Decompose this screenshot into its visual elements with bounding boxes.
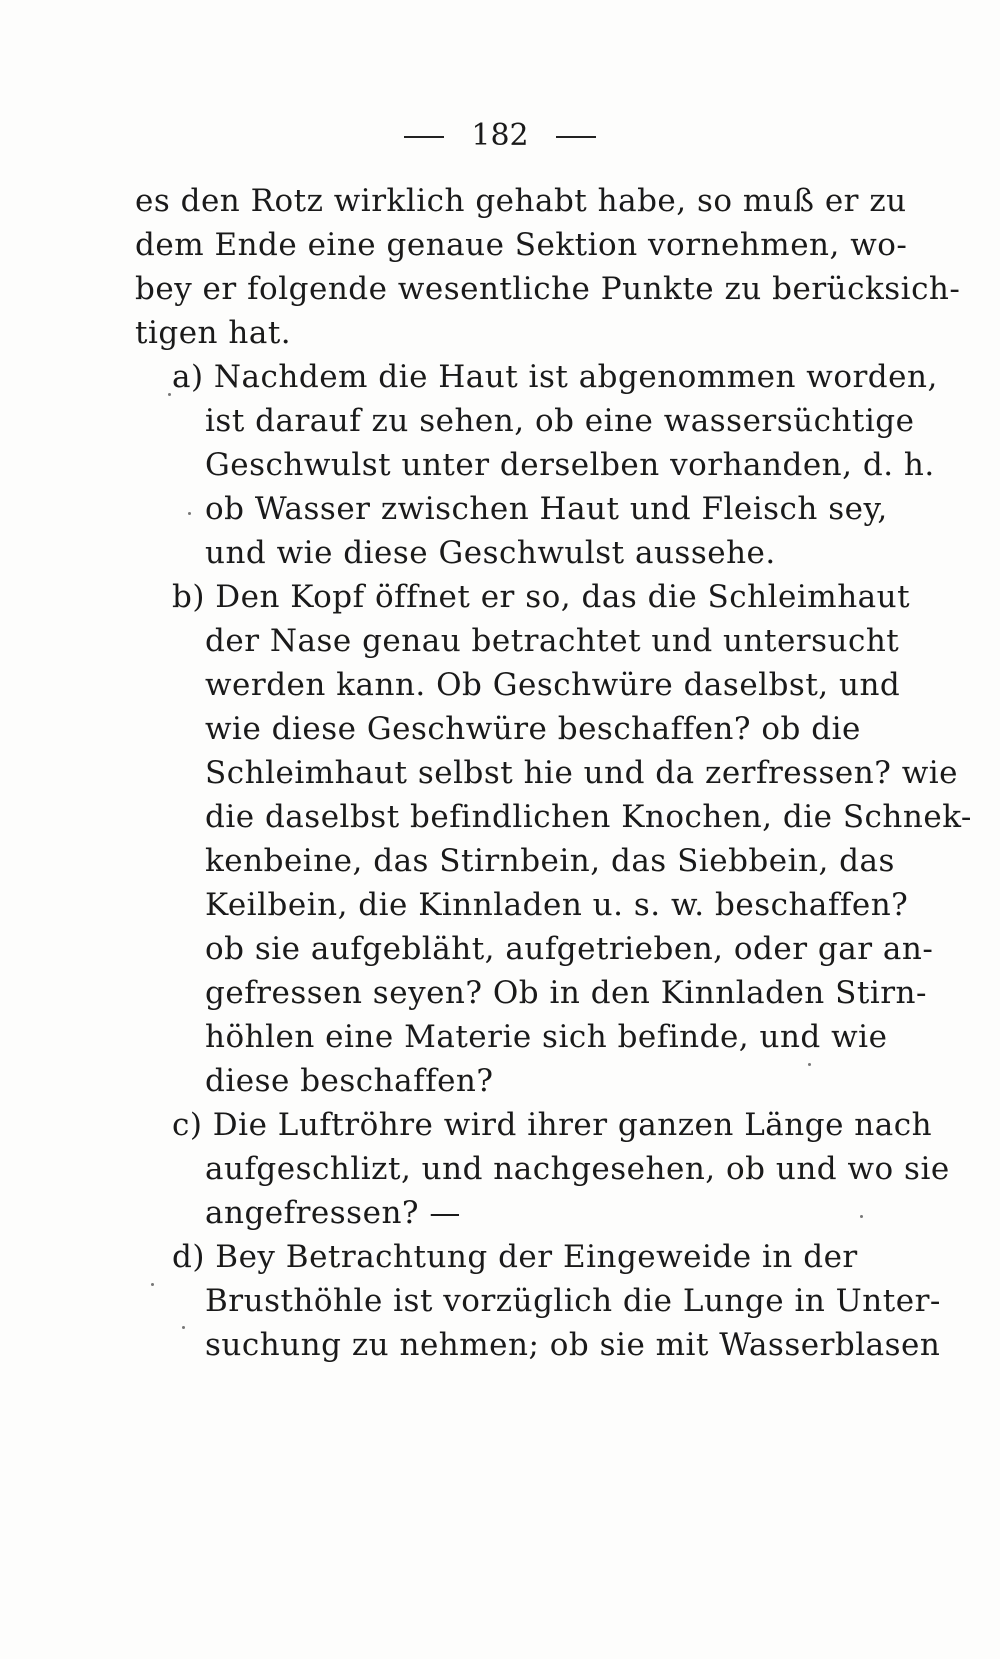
item-c-line: c) Die Luftröhre wird ihrer ganzen Länge nach bbox=[172, 1107, 933, 1143]
item-b-line: der Nase genau betrachtet und untersucht bbox=[205, 623, 900, 659]
item-b-line: wie diese Geschwüre beschaffen? ob die bbox=[205, 711, 861, 747]
item-b-line: kenbeine, das Stirnbein, das Siebbein, das bbox=[205, 843, 895, 879]
item-a-line: ist darauf zu sehen, ob eine wassersüchtige bbox=[205, 403, 915, 439]
item-b-line: Schleimhaut selbst hie und da zerfressen? wie bbox=[205, 755, 959, 791]
intro-line: bey er folgende wesentliche Punkte zu berücksich- bbox=[135, 271, 961, 307]
item-a-line: und wie diese Geschwulst aussehe. bbox=[205, 535, 776, 571]
page-header bbox=[0, 118, 1000, 153]
item-c-line: aufgeschlizt, und nachgesehen, ob und wo sie bbox=[205, 1151, 950, 1187]
item-b-line: die daselbst befindlichen Knochen, die Schnek- bbox=[205, 799, 972, 835]
header-rule-left bbox=[404, 136, 444, 138]
scan-speck bbox=[182, 1326, 185, 1329]
scan-speck bbox=[860, 1215, 863, 1218]
item-b-line: Keilbein, die Kinnladen u. s. w. beschaffen? bbox=[205, 887, 909, 923]
item-b-line: gefressen seyen? Ob in den Kinnladen Stirn- bbox=[205, 975, 927, 1011]
item-d-line: suchung zu nehmen; ob sie mit Wasserblasen bbox=[205, 1327, 941, 1363]
scan-speck bbox=[808, 1063, 811, 1066]
item-a-line: Geschwulst unter derselben vorhanden, d. h. bbox=[205, 447, 935, 483]
intro-line: tigen hat. bbox=[135, 315, 292, 351]
intro-line: dem Ende eine genaue Sektion vornehmen, wo- bbox=[135, 227, 908, 263]
scan-speck bbox=[188, 512, 191, 515]
item-b-line: ob sie aufgebläht, aufgetrieben, oder gar an- bbox=[205, 931, 934, 967]
header-rule-right bbox=[556, 136, 596, 138]
scan-speck bbox=[151, 1283, 154, 1286]
item-a-line: ob Wasser zwischen Haut und Fleisch sey, bbox=[205, 491, 888, 527]
item-d-line: d) Bey Betrachtung der Eingeweide in der bbox=[172, 1239, 858, 1275]
item-b-line: b) Den Kopf öffnet er so, das die Schleimhaut bbox=[172, 579, 911, 615]
scan-speck bbox=[168, 393, 171, 396]
item-b-line: diese beschaffen? bbox=[205, 1063, 494, 1099]
page-number: 182 bbox=[471, 118, 529, 153]
item-b-line: höhlen eine Materie sich befinde, und wie bbox=[205, 1019, 888, 1055]
item-b-line: werden kann. Ob Geschwüre daselbst, und bbox=[205, 667, 901, 703]
intro-line: es den Rotz wirklich gehabt habe, so muß er zu bbox=[135, 183, 907, 219]
item-c-line: angefressen? — bbox=[205, 1195, 461, 1231]
item-a-line: a) Nachdem die Haut ist abgenommen worden, bbox=[172, 359, 938, 395]
item-d-line: Brusthöhle ist vorzüglich die Lunge in Unter- bbox=[205, 1283, 941, 1319]
